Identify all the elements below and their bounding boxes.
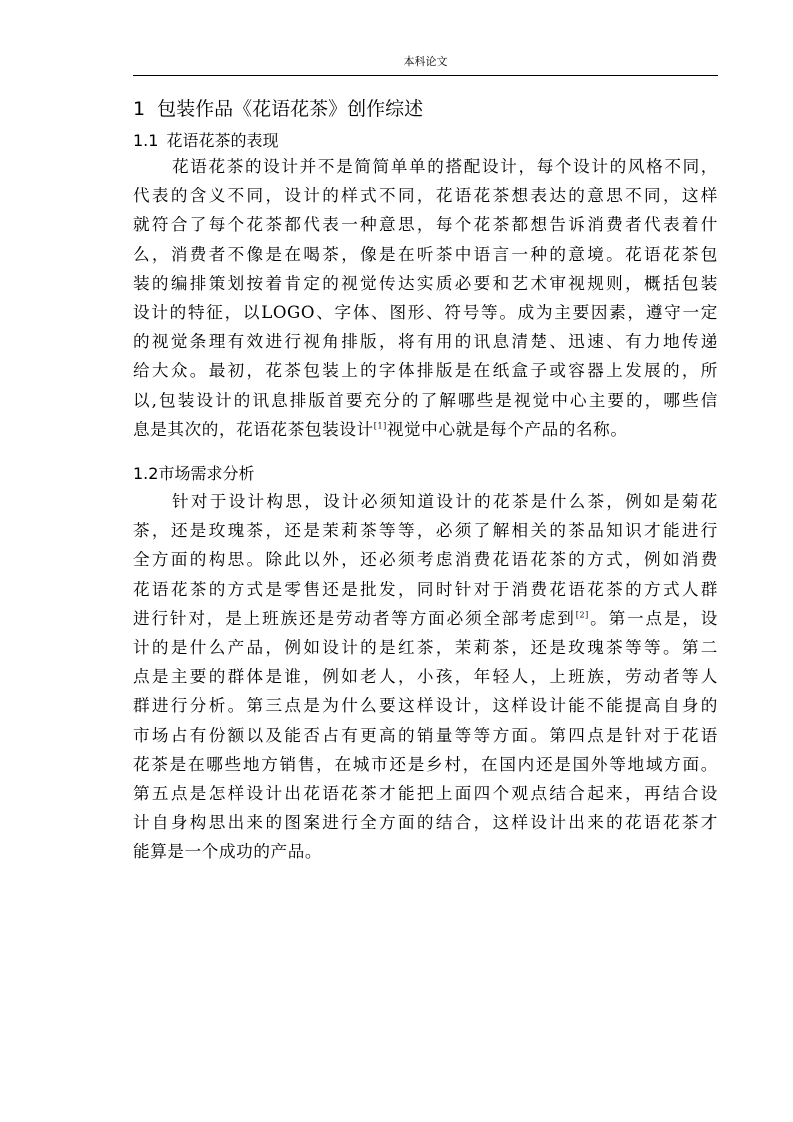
citation-marker: [2]: [575, 610, 589, 620]
section-number: 1.2: [133, 464, 159, 483]
section-title-text: 市场需求分析: [158, 464, 255, 483]
chapter-number: 1: [133, 98, 146, 120]
running-header: 本科论文: [403, 55, 448, 68]
section-title-text: 花语花茶的表现: [166, 131, 279, 150]
paragraph-line: 装的编排策划按着肯定的视觉传达实质必要和艺术审视规则，概括包装: [133, 273, 718, 293]
paragraph-line: 设计的特征，以LOGO、字体、图形、符号等。成为主要因素，遵守一定: [133, 302, 718, 322]
section-heading-1-1: [133, 130, 718, 152]
paragraph-line: 计自身构思出来的图案进行全方面的结合，这样设计出来的花语花茶才: [133, 813, 718, 833]
paragraph-line: 花语花茶的设计并不是简简单单的搭配设计，每个设计的风格不同，: [172, 157, 718, 176]
paragraph-line: 花茶是在哪些地方销售，在城市还是乡村，在国内还是国外等地域方面。: [133, 754, 718, 774]
paragraph-line: 计的是什么产品，例如设计的是红茶，茉莉茶，还是玫瑰茶等等。第二: [133, 637, 718, 657]
paragraph-line: 群进行分析。第三点是为什么要这样设计，这样设计能不能提高自身的: [133, 696, 718, 716]
paragraph-line: [133, 415, 718, 444]
paragraph-1-2: [133, 487, 718, 866]
paragraph-line: 以,包装设计的讯息排版首要充分的了解哪些是视觉中心主要的，哪些信: [133, 390, 718, 410]
paragraph-line: 能算是一个成功的产品。: [133, 842, 323, 862]
paragraph-line: [133, 604, 718, 633]
paragraph-line: 代表的含义不同，设计的样式不同，花语花茶想表达的意思不同，这样: [133, 186, 718, 206]
paragraph-line: 第五点是怎样设计出花语花茶才能把上面四个观点结合起来，再结合设: [133, 783, 718, 803]
section-number: 1.1: [133, 131, 159, 150]
paragraph-line: 茶，还是玫瑰茶，还是茉莉茶等等，必须了解相关的茶品知识才能进行: [133, 521, 718, 541]
paragraph-line: 的视觉条理有效进行视角排版，将有用的讯息清楚、迅速、有力地传递: [133, 332, 718, 352]
line-text: 息是其次的，花语花茶包装设计: [133, 419, 374, 439]
chapter-heading: [133, 96, 718, 122]
paragraph-line: 给大众。最初，花茶包装上的字体排版是在纸盒子或容器上发展的，所: [133, 361, 718, 381]
paragraph-line: 针对于设计构思，设计必须知道设计的花茶是什么茶，例如是菊花: [172, 492, 718, 511]
line-text: 视觉中心就是每个产品的名称。: [386, 419, 628, 439]
paragraph-line: 就符合了每个花茶都代表一种意思，每个花茶都想告诉消费者代表着什: [133, 215, 718, 235]
paragraph-1-1: [133, 152, 718, 444]
header-rule: [133, 75, 718, 76]
paragraph-line: 么，消费者不像是在喝茶，像是在听茶中语言一种的意境。花语花茶包: [133, 244, 718, 264]
line-text: 。第一点是，设: [588, 608, 718, 628]
chapter-title-text: 包装作品《花语花茶》创作综述: [157, 98, 424, 120]
section-heading-1-2: [133, 463, 718, 485]
line-text: 进行针对，是上班族还是劳动者等方面必须全部考虑到: [133, 608, 576, 628]
paragraph-line: 点是主要的群体是谁，例如老人，小孩，年轻人，上班族，劳动者等人: [133, 667, 718, 687]
paragraph-line: 花语花茶的方式是零售还是批发，同时针对于消费花语花茶的方式人群: [133, 579, 718, 599]
paragraph-line: 全方面的构思。除此以外，还必须考虑消费花语花茶的方式，例如消费: [133, 550, 718, 570]
citation-marker: [1]: [373, 421, 387, 431]
paragraph-line: 市场占有份额以及能否占有更高的销量等等方面。第四点是针对于花语: [133, 725, 718, 745]
